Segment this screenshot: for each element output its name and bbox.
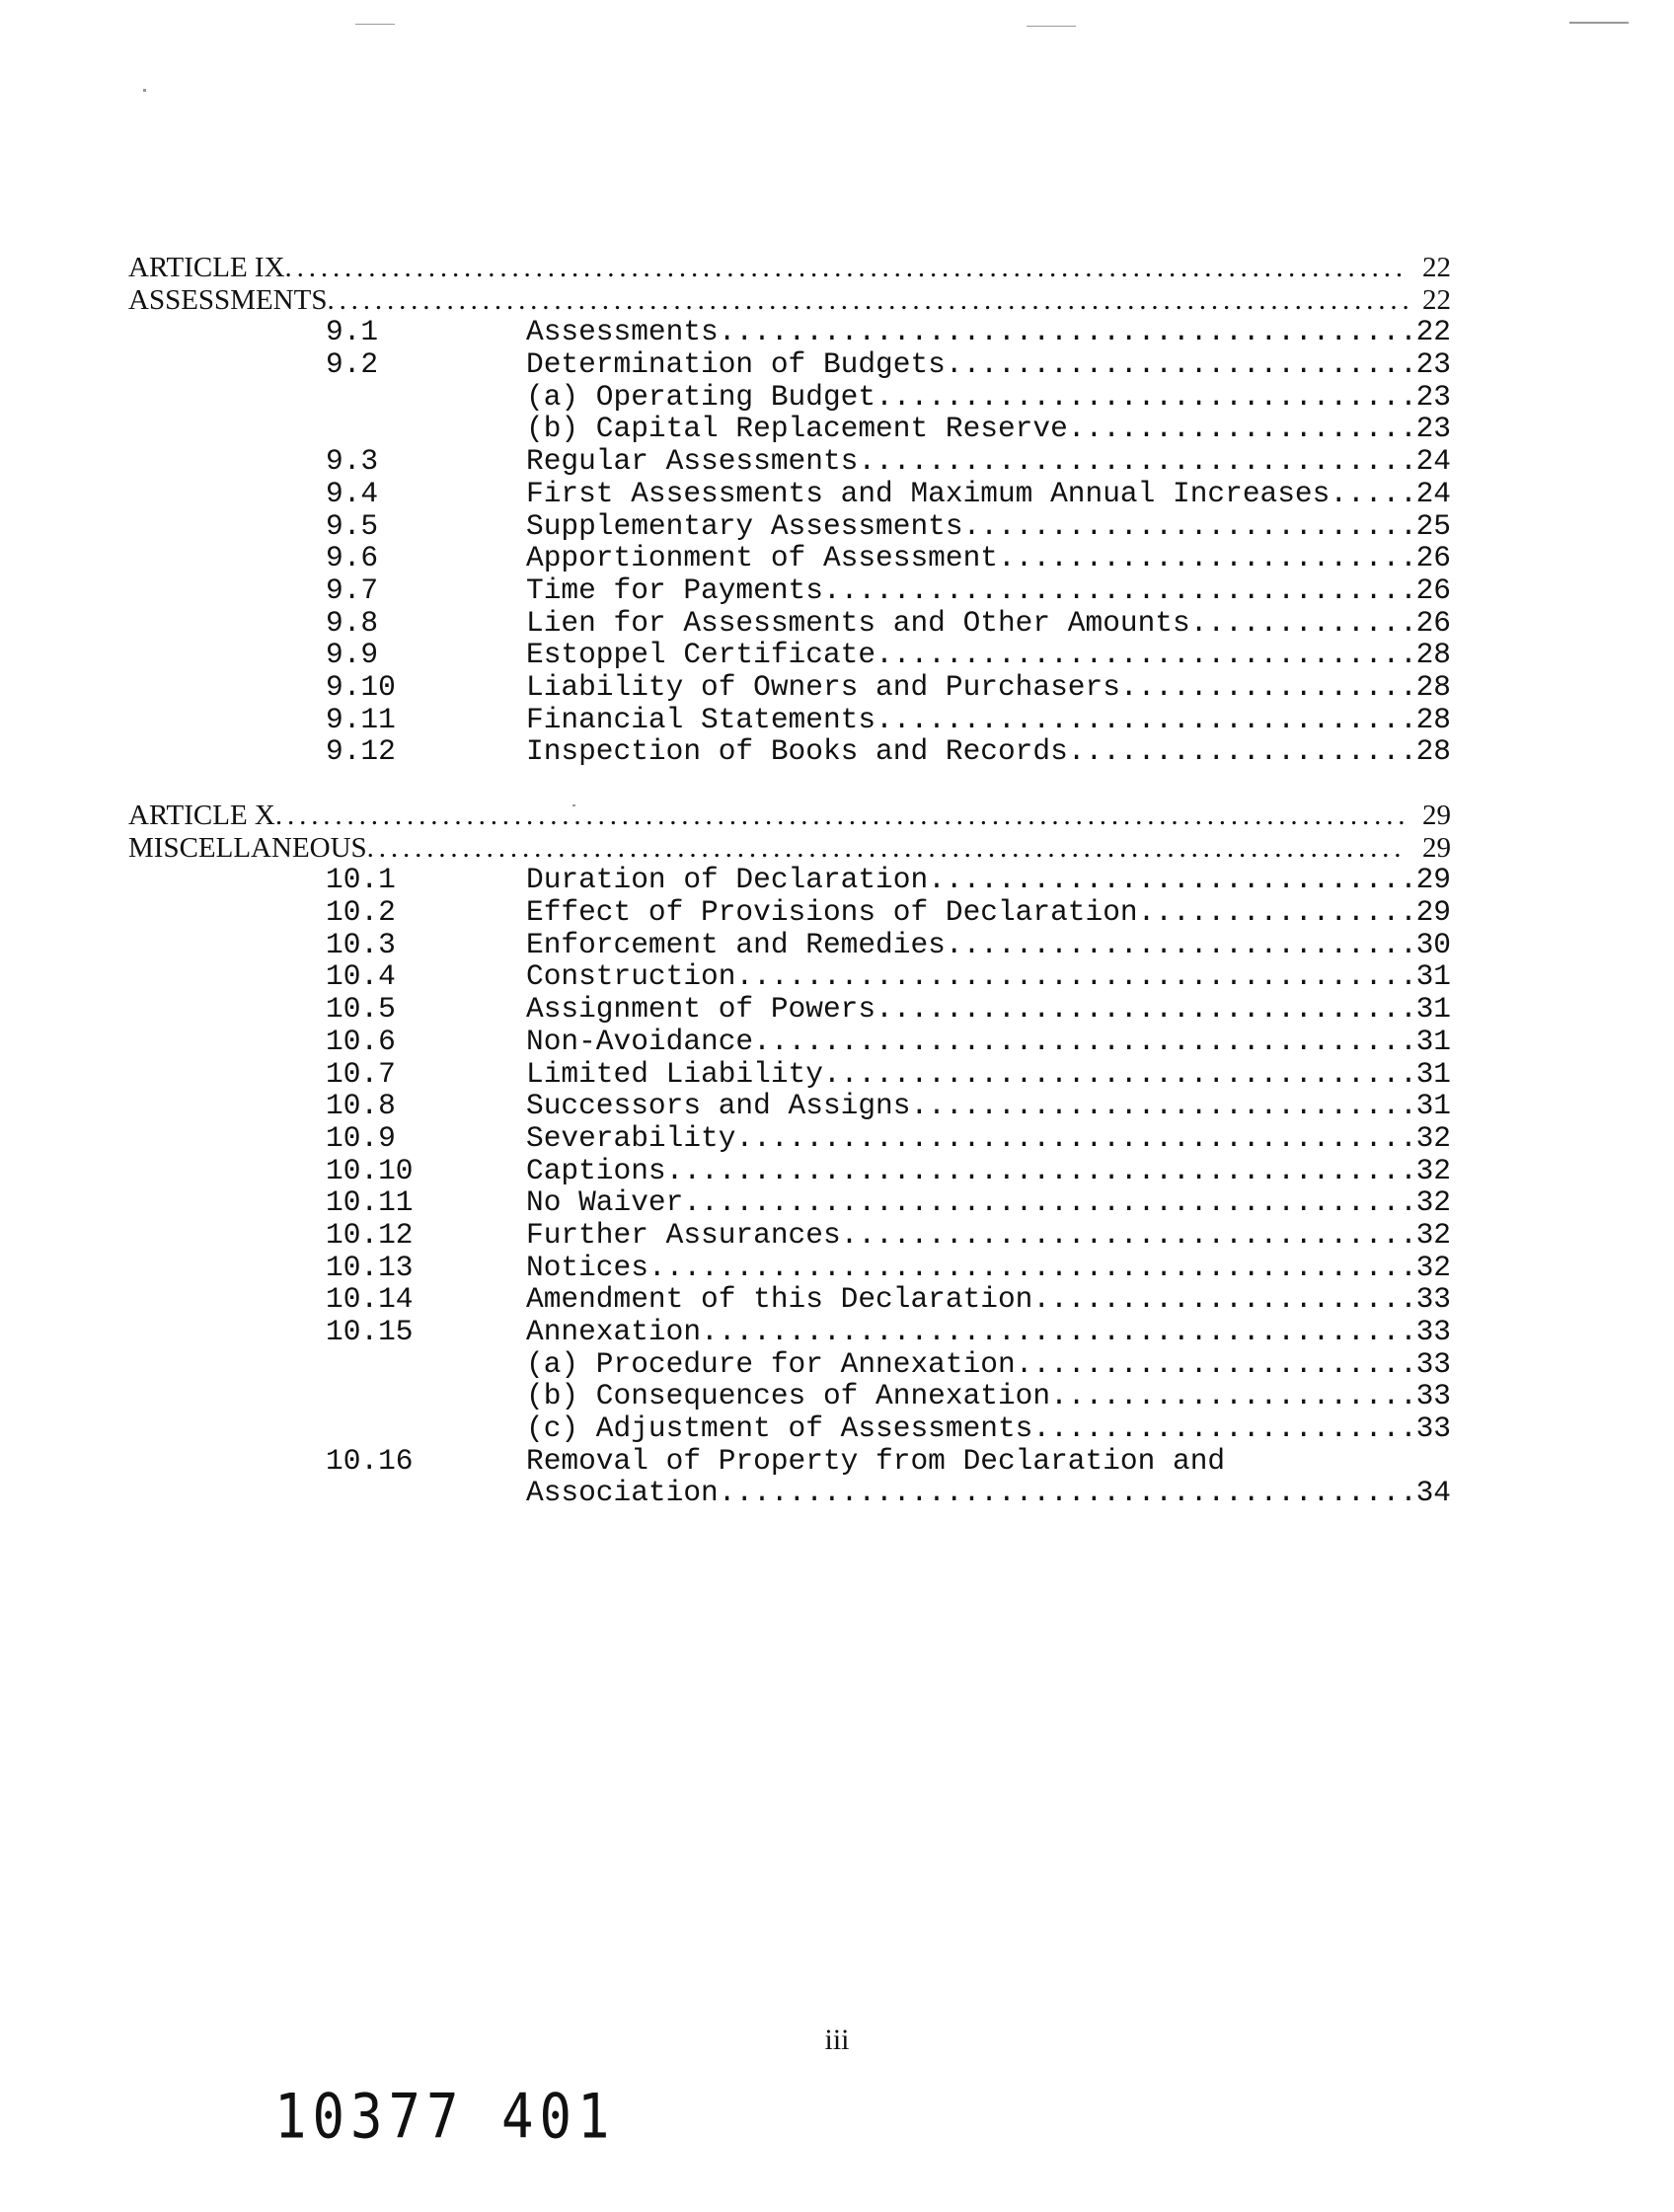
toc-section-number: 9.4 — [326, 476, 379, 510]
toc-section-number: 9.5 — [326, 508, 379, 543]
toc-entry — [526, 929, 1451, 961]
toc-entry-label: Captions — [526, 1153, 666, 1187]
toc-section-row — [128, 896, 1451, 929]
scan-speck — [143, 89, 146, 92]
scan-speck — [1027, 26, 1076, 27]
toc-section-row — [128, 445, 1451, 478]
toc-entry-label: Notices — [526, 1250, 648, 1284]
toc-entry — [526, 1186, 1451, 1219]
toc-entry — [526, 510, 1451, 543]
scan-speck — [1569, 22, 1629, 24]
toc-section-row — [128, 1219, 1451, 1252]
toc-entry-label: Estoppel Certificate — [526, 638, 876, 672]
toc-section-row — [128, 1316, 1451, 1348]
toc-entry — [526, 381, 1451, 414]
toc-page-number: 23 — [1415, 347, 1451, 382]
toc-page-number: 34 — [1415, 1476, 1451, 1510]
toc-entry — [128, 800, 1451, 832]
toc-section-number: 10.6 — [326, 1024, 396, 1058]
toc-entry — [526, 1252, 1451, 1284]
toc-leader-dots — [367, 832, 1408, 865]
toc-leader-dots — [1330, 478, 1415, 510]
toc-section-number: 9.8 — [326, 605, 379, 640]
toc-section-row — [128, 316, 1451, 348]
toc-section-number: 9.10 — [326, 669, 396, 704]
toc-page-number: 28 — [1415, 734, 1451, 769]
toc-section-row — [128, 735, 1451, 768]
toc-entry-label: Inspection of Books and Records — [526, 734, 1068, 769]
toc-page-number: 29 — [1422, 800, 1451, 831]
toc-entry-label: Supplementary Assessments — [526, 508, 963, 543]
toc-section-row — [128, 607, 1451, 640]
toc-leader-dots — [841, 1219, 1415, 1252]
toc-entry-label: Amendment of this Declaration — [526, 1282, 1033, 1317]
toc-page-number: 29 — [1415, 863, 1451, 897]
toc-section-number: 10.12 — [326, 1217, 414, 1252]
toc-entry-label: Further Assurances — [526, 1217, 841, 1252]
toc-page-number: 29 — [1415, 895, 1451, 930]
toc-entry-label: Severability — [526, 1120, 736, 1155]
toc-leader-dots — [1032, 1412, 1415, 1445]
toc-section-row — [128, 864, 1451, 896]
toc-entry — [128, 252, 1451, 284]
toc-subsection-row — [128, 1348, 1451, 1381]
toc-section-number: 10.4 — [326, 959, 396, 994]
toc-section-row — [128, 542, 1451, 574]
toc-leader-dots — [875, 639, 1415, 671]
toc-entry — [526, 1445, 1451, 1478]
toc-section-number: 9.6 — [326, 541, 379, 575]
toc-entry — [526, 1026, 1451, 1058]
toc-entry — [526, 1380, 1451, 1412]
recording-stamp-book: 10377 — [274, 2081, 465, 2153]
toc-subsection-row — [128, 381, 1451, 414]
toc-leader-dots — [1138, 896, 1415, 929]
toc-section-row — [128, 929, 1451, 961]
toc-entry-label: ARTICLE X — [128, 800, 275, 831]
toc-entry-label: ARTICLE IX — [128, 252, 285, 283]
toc-entry-label: Determination of Budgets — [526, 347, 946, 382]
toc-entry-label: Liability of Owners and Purchasers — [526, 669, 1120, 704]
toc-section-row — [128, 671, 1451, 704]
toc-entry — [526, 671, 1451, 704]
toc-article-row — [128, 800, 1451, 832]
toc-page-number: 28 — [1415, 669, 1451, 704]
toc-leader-dots — [858, 445, 1415, 478]
toc-page-number: 31 — [1415, 1089, 1451, 1123]
toc-section-number: 10.16 — [326, 1443, 414, 1478]
toc-entry-label: Effect of Provisions of Declaration — [526, 895, 1138, 930]
toc-section-number: 9.9 — [326, 638, 379, 672]
toc-entry — [526, 1477, 1451, 1509]
toc-page-number: 32 — [1415, 1217, 1451, 1252]
toc-entry-label: Regular Assessments — [526, 444, 859, 479]
toc-section-number: 9.11 — [326, 702, 396, 736]
toc-entry — [526, 1316, 1451, 1348]
toc-spacer — [128, 768, 1451, 800]
toc-leader-dots — [666, 1155, 1415, 1187]
toc-page-number: 33 — [1415, 1346, 1451, 1381]
toc-page-number: 22 — [1422, 252, 1451, 283]
toc-leader-dots — [275, 800, 1408, 832]
toc-section-number: 10.10 — [326, 1153, 414, 1187]
toc-section-row — [128, 704, 1451, 736]
toc-section-number: 9.3 — [326, 444, 379, 479]
toc-entry — [526, 1058, 1451, 1091]
toc-section-row — [128, 1026, 1451, 1058]
page-number: iii — [824, 2023, 850, 2056]
toc-section-row — [128, 510, 1451, 543]
recording-stamp-page: 401 — [501, 2081, 616, 2153]
toc-section-row — [128, 1477, 1451, 1509]
toc-leader-dots — [285, 252, 1408, 284]
table-of-contents — [128, 252, 1451, 1509]
toc-entry-label: (a) Operating Budget — [526, 379, 876, 414]
toc-leader-dots — [875, 704, 1415, 736]
toc-entry-label: Assessments — [526, 315, 719, 349]
toc-subsection-row — [128, 1380, 1451, 1412]
toc-entry — [526, 607, 1451, 640]
toc-entry-label: Duration of Declaration — [526, 863, 929, 897]
toc-section-row — [128, 1283, 1451, 1316]
toc-entry-label: ASSESSMENTS — [128, 283, 328, 316]
toc-leader-dots — [648, 1252, 1415, 1284]
toc-section-number: 10.3 — [326, 927, 396, 961]
toc-entry — [526, 1155, 1451, 1187]
toc-entry-label: Apportionment of Assessment — [526, 541, 998, 575]
toc-page-number: 23 — [1415, 412, 1451, 446]
toc-entry-label: (b) Capital Replacement Reserve — [526, 412, 1068, 446]
toc-entry — [526, 478, 1451, 510]
toc-subsection-row — [128, 1412, 1451, 1445]
toc-entry — [526, 348, 1451, 381]
toc-leader-dots — [719, 316, 1415, 348]
toc-entry-label: Successors and Assigns — [526, 1089, 911, 1123]
toc-article-row — [128, 284, 1451, 317]
toc-entry-label: (c) Adjustment of Assessments — [526, 1411, 1033, 1446]
toc-page-number: 32 — [1415, 1120, 1451, 1155]
toc-page-number: 23 — [1415, 379, 1451, 414]
toc-section-row — [128, 1252, 1451, 1284]
toc-section-row — [128, 639, 1451, 671]
toc-entry-label: Removal of Property from Declaration and — [526, 1443, 1226, 1478]
toc-page-number: 31 — [1415, 1024, 1451, 1058]
toc-page-number: 30 — [1415, 927, 1451, 961]
toc-entry — [526, 1122, 1451, 1155]
toc-entry-label: Non-Avoidance — [526, 1024, 754, 1058]
toc-entry-label: Assignment of Powers — [526, 992, 876, 1027]
toc-entry — [526, 1090, 1451, 1122]
toc-entry-label: Annexation — [526, 1315, 702, 1348]
toc-leader-dots — [875, 993, 1415, 1026]
toc-entry-label: (a) Procedure for Annexation — [526, 1346, 1016, 1381]
toc-section-row — [128, 1445, 1451, 1478]
toc-page-number: 31 — [1415, 1056, 1451, 1091]
toc-leader-dots — [327, 284, 1408, 317]
toc-leader-dots — [1068, 413, 1415, 445]
toc-leader-dots — [683, 1186, 1415, 1219]
toc-entry-label: Construction — [526, 959, 736, 994]
toc-entry-label: Financial Statements — [526, 702, 876, 736]
toc-section-number: 10.11 — [326, 1185, 414, 1220]
toc-page-number: 33 — [1415, 1379, 1451, 1413]
toc-leader-dots — [735, 960, 1415, 993]
toc-section-row — [128, 478, 1451, 510]
toc-page-number: 22 — [1422, 283, 1451, 316]
toc-page-number: 33 — [1415, 1411, 1451, 1446]
toc-section-number: 10.2 — [326, 895, 396, 930]
toc-entry — [526, 704, 1451, 736]
toc-leader-dots — [875, 381, 1415, 414]
toc-entry — [526, 1412, 1451, 1445]
toc-page-number: 24 — [1415, 476, 1451, 510]
toc-leader-dots — [1032, 1283, 1415, 1316]
toc-leader-dots — [1068, 735, 1415, 768]
toc-section-row — [128, 1155, 1451, 1187]
toc-leader-dots — [946, 929, 1415, 961]
toc-section-number: 9.2 — [326, 347, 379, 382]
toc-section-number: 9.1 — [326, 315, 379, 349]
toc-entry-label: First Assessments and Maximum Annual Increases — [526, 476, 1331, 510]
toc-section-number: 10.1 — [326, 863, 396, 897]
toc-page-number: 22 — [1415, 315, 1451, 349]
toc-section-row — [128, 1122, 1451, 1155]
toc-section-row — [128, 1058, 1451, 1091]
toc-entry — [526, 445, 1451, 478]
toc-page-number: 31 — [1415, 959, 1451, 994]
toc-leader-dots — [719, 1477, 1415, 1509]
toc-page-number: 26 — [1415, 605, 1451, 640]
toc-section-row — [128, 960, 1451, 993]
toc-entry-label: MISCELLANEOUS — [128, 831, 367, 864]
toc-entry — [128, 832, 1451, 865]
scan-speck — [355, 24, 395, 25]
toc-section-number: 10.5 — [326, 992, 396, 1027]
toc-section-row — [128, 1186, 1451, 1219]
toc-entry — [526, 1348, 1451, 1381]
toc-leader-dots — [1050, 1380, 1415, 1412]
toc-entry — [526, 1283, 1451, 1316]
toc-leader-dots — [823, 574, 1415, 607]
toc-entry — [526, 896, 1451, 929]
toc-section-number: 10.13 — [326, 1250, 414, 1284]
toc-leader-dots — [1016, 1348, 1415, 1381]
toc-leader-dots — [753, 1026, 1415, 1058]
toc-page-number: 29 — [1422, 831, 1451, 864]
toc-leader-dots — [928, 864, 1415, 896]
toc-entry-label: Association — [526, 1476, 719, 1510]
toc-entry — [526, 960, 1451, 993]
toc-entry — [526, 542, 1451, 574]
toc-page-number: 26 — [1415, 541, 1451, 575]
toc-section-row — [128, 1090, 1451, 1122]
toc-entry — [128, 284, 1451, 317]
toc-section-number: 10.15 — [326, 1315, 414, 1348]
toc-section-row — [128, 348, 1451, 381]
toc-leader-dots — [1190, 607, 1415, 640]
toc-entry-label: Enforcement and Remedies — [526, 927, 946, 961]
toc-leader-dots — [1120, 671, 1415, 704]
toc-entry — [526, 1219, 1451, 1252]
toc-subsection-row — [128, 413, 1451, 445]
toc-page-number: 28 — [1415, 638, 1451, 672]
toc-entry — [526, 639, 1451, 671]
toc-leader-dots — [946, 348, 1415, 381]
toc-entry — [526, 735, 1451, 768]
toc-entry-label: Lien for Assessments and Other Amounts — [526, 605, 1190, 640]
toc-page-number: 33 — [1415, 1282, 1451, 1317]
toc-leader-dots — [823, 1058, 1415, 1091]
toc-entry-label: (b) Consequences of Annexation — [526, 1379, 1051, 1413]
toc-entry — [526, 413, 1451, 445]
toc-leader-dots — [963, 510, 1415, 543]
toc-section-number: 9.7 — [326, 572, 379, 607]
toc-entry — [526, 574, 1451, 607]
toc-entry — [526, 316, 1451, 348]
toc-page-number: 25 — [1415, 508, 1451, 543]
toc-article-row — [128, 832, 1451, 865]
toc-entry — [526, 993, 1451, 1026]
toc-page-number: 32 — [1415, 1153, 1451, 1187]
toc-section-number: 10.8 — [326, 1089, 396, 1123]
toc-page-number: 26 — [1415, 572, 1451, 607]
scan-speck — [572, 804, 575, 806]
toc-entry — [526, 864, 1451, 896]
toc-section-row — [128, 574, 1451, 607]
toc-leader-dots — [701, 1316, 1415, 1348]
toc-page-number: 24 — [1415, 444, 1451, 479]
toc-section-number: 10.7 — [326, 1056, 396, 1091]
toc-leader-dots — [735, 1122, 1415, 1155]
toc-section-number: 10.14 — [326, 1282, 414, 1317]
toc-entry-label: Time for Payments — [526, 572, 823, 607]
toc-entry-label: No Waiver — [526, 1185, 684, 1220]
toc-page-number: 32 — [1415, 1250, 1451, 1284]
toc-section-number: 9.12 — [326, 734, 396, 769]
toc-article-row — [128, 252, 1451, 284]
toc-leader-dots — [998, 542, 1415, 574]
toc-page-number: 28 — [1415, 702, 1451, 736]
toc-section-row — [128, 993, 1451, 1026]
toc-page-number: 33 — [1415, 1315, 1451, 1348]
toc-entry-label: Limited Liability — [526, 1056, 823, 1091]
toc-page-number: 31 — [1415, 992, 1451, 1027]
toc-section-number: 10.9 — [326, 1120, 396, 1155]
toc-page-number: 32 — [1415, 1185, 1451, 1220]
toc-leader-dots — [910, 1090, 1415, 1122]
